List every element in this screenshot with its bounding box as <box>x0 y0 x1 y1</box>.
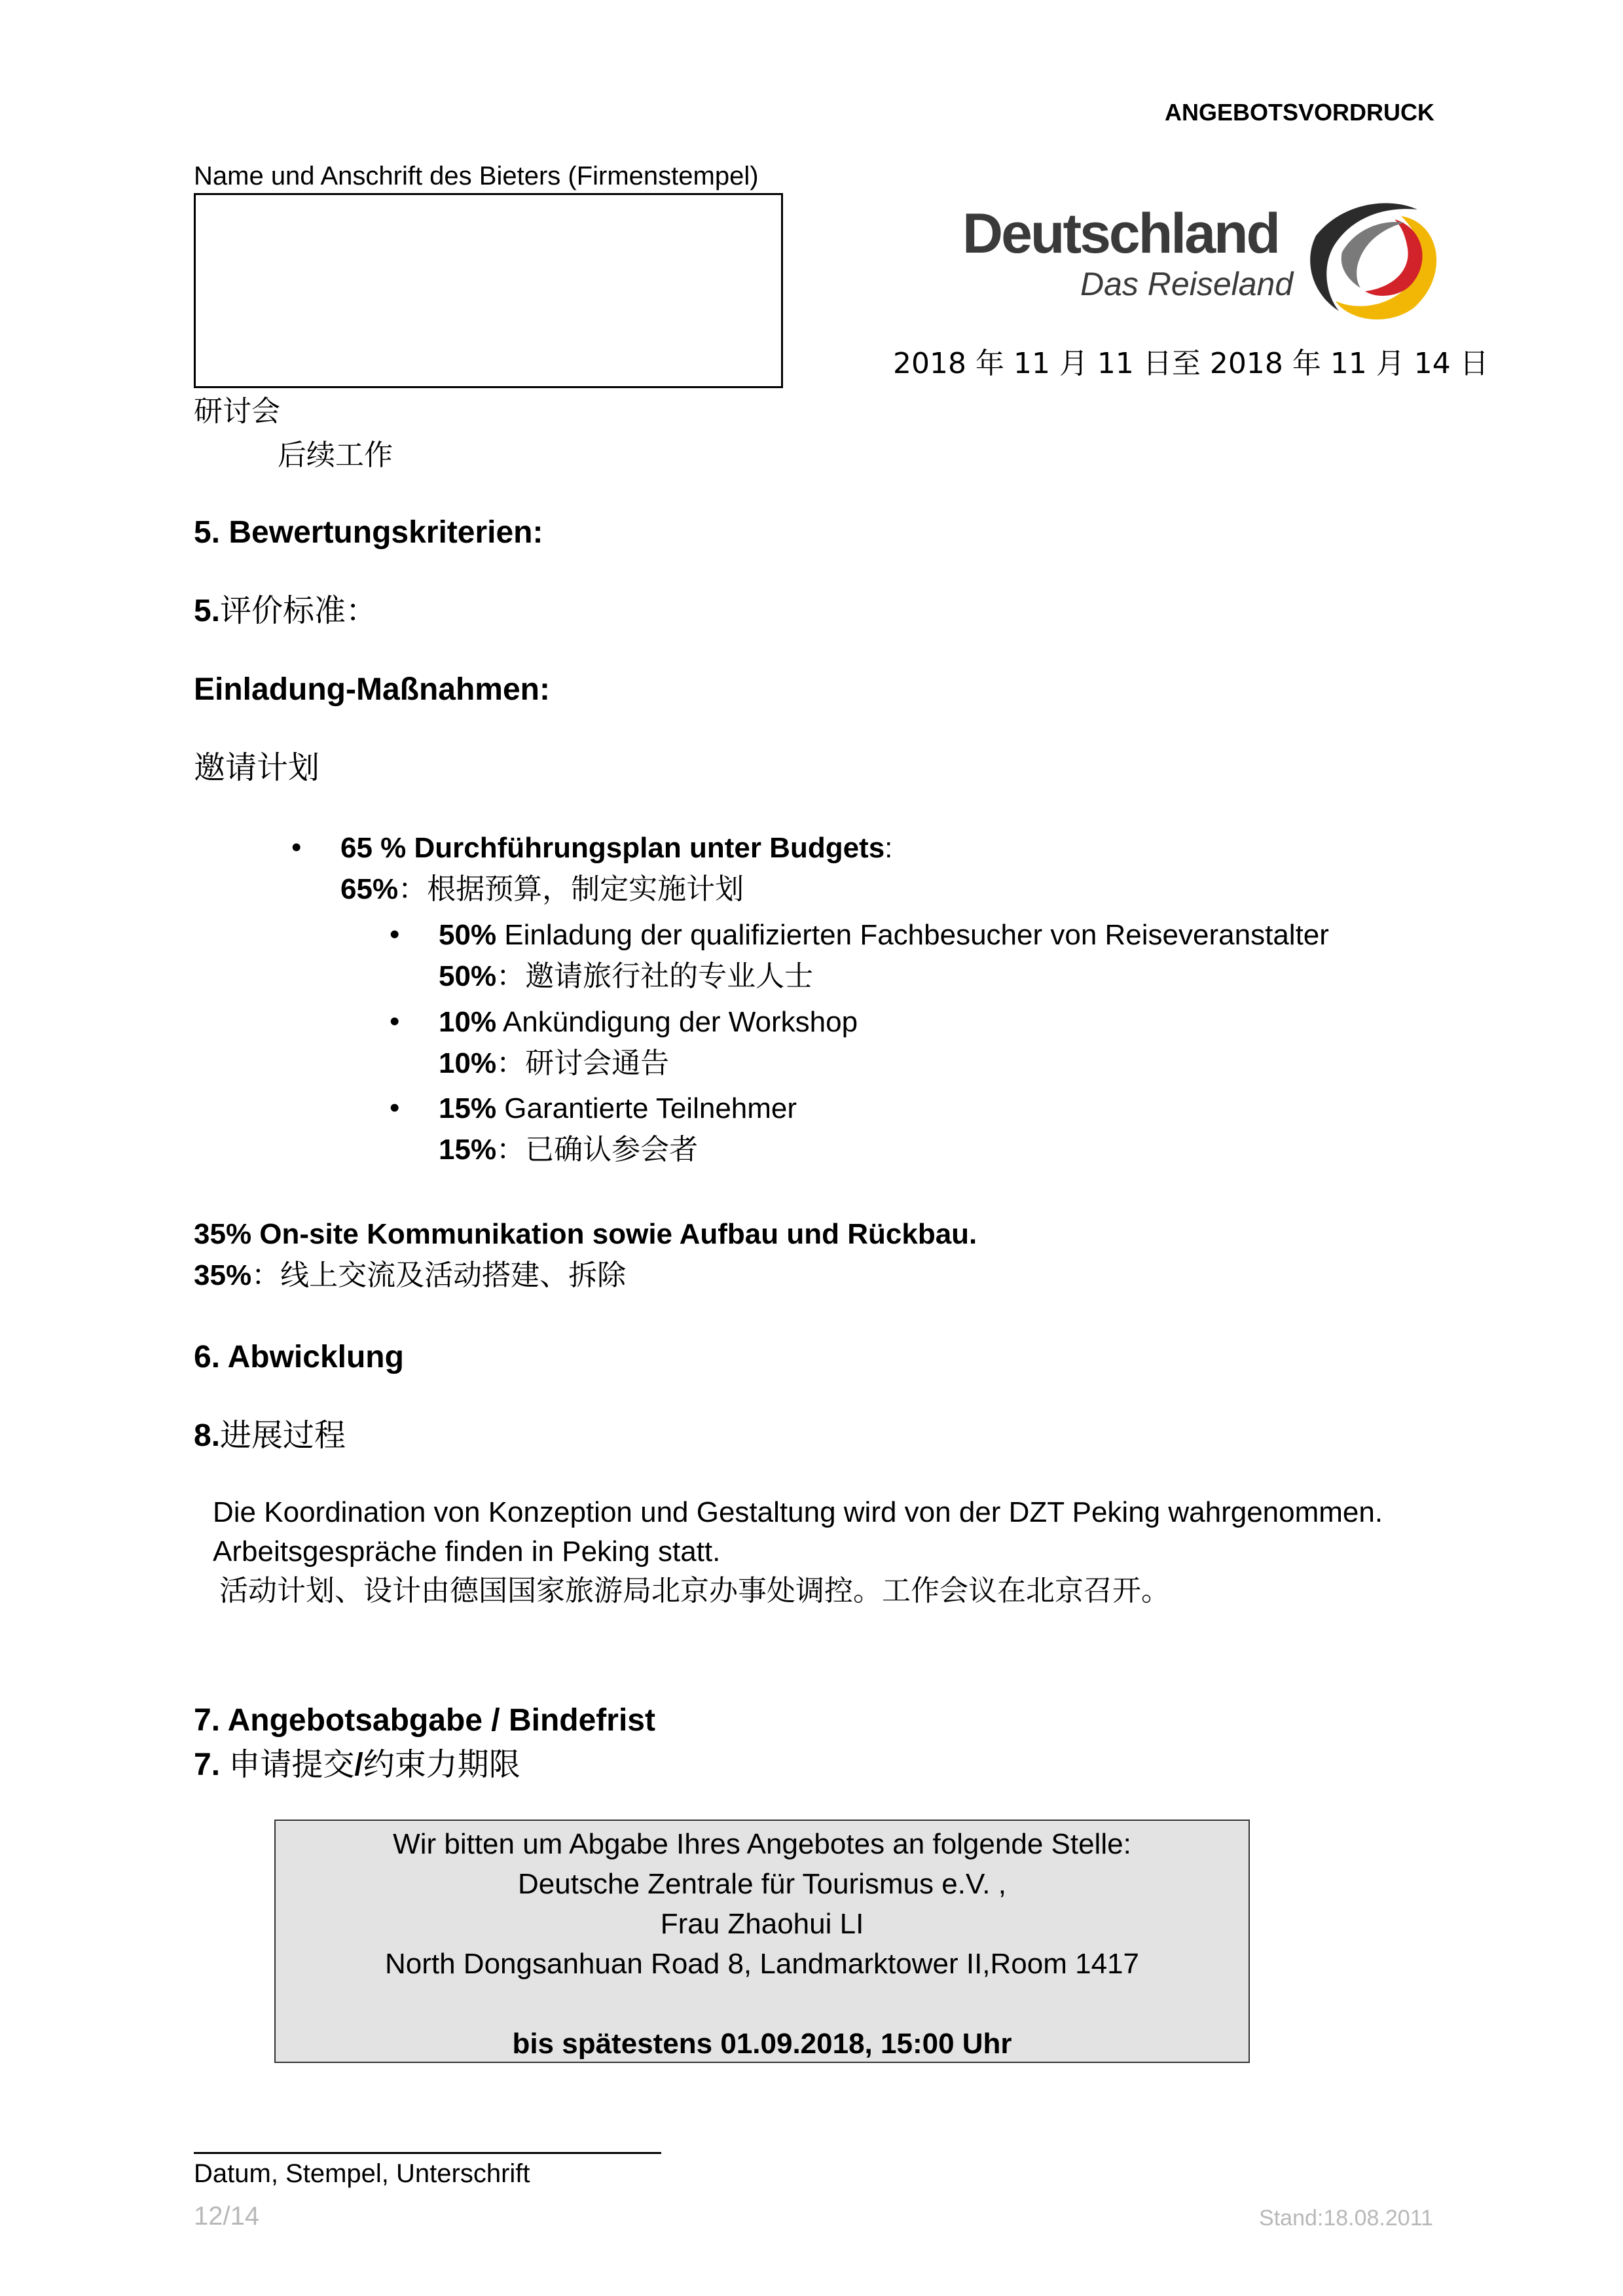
signature-label: Datum, Stempel, Unterschrift <box>194 2159 530 2188</box>
section6-heading-cn <box>194 1417 346 1455</box>
address-line-2: Deutsche Zentrale für Tourismus e.V. , <box>518 1868 1006 1900</box>
subitem-2-cn-text: ：研讨会通告 <box>496 1047 670 1080</box>
subitem-3-text: Garantierte Teilnehmer <box>496 1092 797 1124</box>
item1-cn-text: ：根据预算，制定实施计划 <box>398 872 744 906</box>
subitem-3-de <box>439 1092 797 1126</box>
section6-cn-text: 进展过程 <box>220 1417 346 1454</box>
company-stamp-box[interactable] <box>194 193 783 388</box>
form-title: ANGEBOTSVORDRUCK <box>1164 99 1434 126</box>
section7-heading-de: 7. Angebotsabgabe / Bindefrist <box>194 1703 655 1738</box>
subitem-2-cn-pct: 10% <box>439 1047 497 1079</box>
subitem-2-cn <box>439 1047 669 1081</box>
item1-cn-pct: 65% <box>340 873 399 905</box>
item1-de-text: 65 % Durchführungsplan unter Budgets <box>340 832 885 864</box>
subitem-1-cn <box>439 960 813 994</box>
bullet-icon: • <box>390 918 400 950</box>
subitem-1-cn-text: ：邀请旅行社的专业人士 <box>496 960 814 993</box>
section7-heading-cn <box>194 1746 520 1784</box>
subitem-1-cn-pct: 50% <box>439 960 497 992</box>
subitem-1-de <box>439 918 1329 953</box>
subitem-1-pct: 50% <box>439 919 497 951</box>
section7-cn-number: 7. <box>194 1748 229 1782</box>
address-line-4: North Dongsanhuan Road 8, Landmarktower II,Room 1417 <box>384 1948 1139 1980</box>
subitem-2-pct: 10% <box>439 1006 497 1038</box>
intro-workshop: 研讨会 <box>194 395 280 428</box>
section6-para2: Arbeitsgespräche finden in Peking statt. <box>213 1535 721 1568</box>
section5-cn-number: 5. <box>194 594 221 628</box>
section6-cn-number: 8. <box>194 1418 221 1453</box>
logo-sub-text: Das Reiseland <box>1080 266 1294 302</box>
date-range: 2018 年 11 月 11 日至 2018 年 11 月 14 日 <box>893 347 1489 380</box>
item1-de <box>340 831 892 866</box>
subitem-2-de <box>439 1005 858 1040</box>
section6-heading-de: 6. Abwicklung <box>194 1340 404 1374</box>
stand-date: Stand:18.08.2011 <box>1259 2206 1433 2231</box>
item1-cn <box>340 872 744 907</box>
submission-address-box <box>274 1820 1250 2063</box>
section7-cn-text1: 申请提交 <box>228 1746 355 1783</box>
subitem-3-cn-pct: 15% <box>439 1134 497 1166</box>
logo-main-text: Deutschland <box>962 202 1279 265</box>
item2-cn-text: ：线上交流及活动搭建、拆除 <box>251 1259 627 1292</box>
company-label: Name und Anschrift des Bieters (Firmenstempel) <box>194 162 759 190</box>
bullet-icon: • <box>390 1092 400 1124</box>
section6-para3: 活动计划、设计由德国国家旅游局北京办事处调控。工作会议在北京召开。 <box>219 1574 1170 1607</box>
section5-cn-text: 评价标准： <box>220 592 378 629</box>
section6-para1: Die Koordination von Konzeption und Gestaltung wird von der DZT Peking wahrgenommen. <box>213 1496 1383 1528</box>
section5-heading-de: 5. Bewertungskriterien: <box>194 515 543 550</box>
section5-heading-cn <box>194 592 377 630</box>
bullet-icon: • <box>291 831 302 863</box>
item2-de: 35% On-site Kommunikation sowie Aufbau und Rückbau. <box>194 1218 977 1250</box>
signature-line[interactable] <box>194 2152 661 2154</box>
section7-cn-text2: 约束力期限 <box>363 1746 520 1783</box>
item2-cn <box>194 1259 626 1293</box>
section7-cn-slash: / <box>354 1748 363 1782</box>
subitem-1-text: Einladung der qualifizierten Fachbesucher von Reiseveranstalter <box>496 919 1329 951</box>
address-line-3: Frau Zhaohui LI <box>660 1908 864 1940</box>
subitem-2-text: Ankündigung der Workshop <box>496 1006 858 1038</box>
item2-cn-pct: 35% <box>194 1259 252 1291</box>
deadline: bis spätestens 01.09.2018, 15:00 Uhr <box>512 2028 1012 2060</box>
intro-followup: 后续工作 <box>278 439 393 472</box>
bullet-icon: • <box>390 1005 400 1037</box>
subitem-3-cn-text: ：已确认参会者 <box>496 1133 699 1166</box>
subitem-3-pct: 15% <box>439 1092 497 1124</box>
logo <box>962 190 1473 334</box>
address-line-1: Wir bitten um Abgabe Ihres Angebotes an folgende Stelle: <box>393 1828 1131 1860</box>
item1-colon: : <box>884 832 893 864</box>
subitem-3-cn <box>439 1133 698 1168</box>
invitation-heading-cn: 邀请计划 <box>194 749 320 786</box>
invitation-heading-de: Einladung-Maßnahmen: <box>194 672 550 707</box>
page-number: 12/14 <box>194 2202 260 2231</box>
logo-emblem-icon <box>1303 190 1453 327</box>
